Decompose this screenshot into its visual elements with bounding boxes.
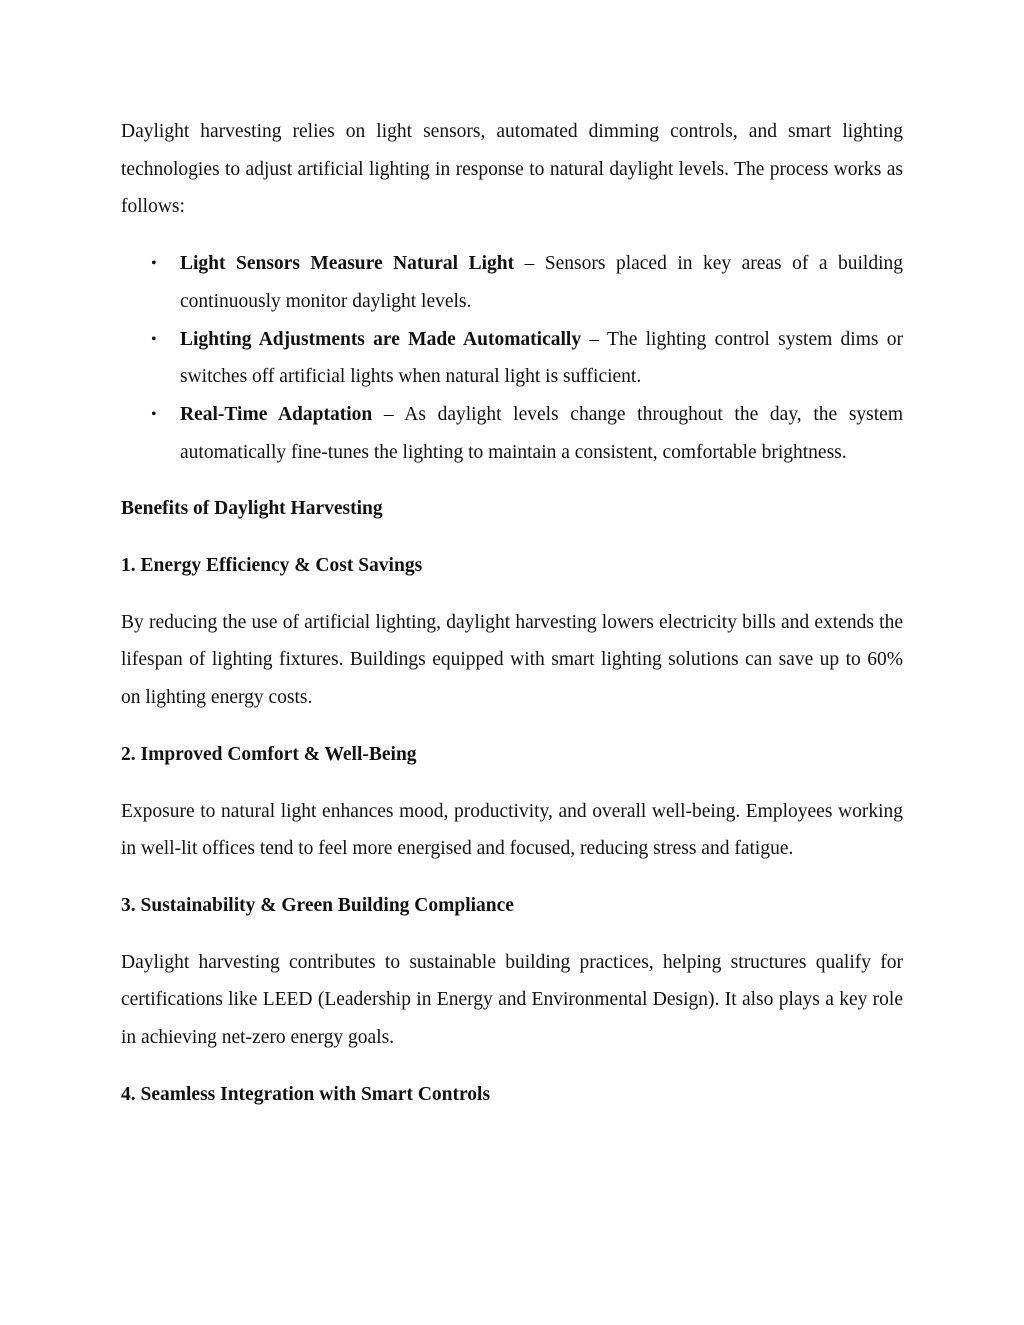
list-item [121, 245, 903, 320]
bullet-icon: • [151, 405, 157, 423]
process-steps-list [121, 245, 903, 471]
list-item [121, 396, 903, 471]
list-item [121, 321, 903, 396]
section-heading: Benefits of Daylight Harvesting [121, 498, 383, 520]
step-title: Lighting Adjustments are Made Automatically [180, 328, 582, 350]
intro-paragraph: Daylight harvesting relies on light sensors, automated dimming controls, and smart lighting technologies to adjust artificial lighting in response to natural daylight levels. The process works as follows: [121, 121, 903, 218]
step-title: Light Sensors Measure Natural Light [180, 253, 515, 275]
step-separator: – [514, 253, 545, 275]
document-page [121, 113, 903, 1113]
benefit-heading: 2. Improved Comfort & Well-Being [121, 743, 417, 765]
bullet-icon: • [151, 255, 157, 273]
benefit-paragraph: Daylight harvesting contributes to sustainable building practices, helping structures qualify for certifications like LEED (Leadership in Energy and Environmental Design). It also plays a key role in achieving net-zero energy goals. [121, 951, 903, 1049]
benefit-heading: 4. Seamless Integration with Smart Controls [121, 1083, 491, 1105]
bullet-icon: • [151, 330, 157, 348]
benefit-heading: 3. Sustainability & Green Building Compliance [121, 894, 514, 916]
benefit-heading: 1. Energy Efficiency & Cost Savings [121, 555, 423, 577]
step-title: Real-Time Adaptation [180, 403, 373, 425]
step-separator: – [372, 403, 405, 425]
step-separator: – [581, 328, 608, 350]
benefit-paragraph: By reducing the use of artificial lighting, daylight harvesting lowers electricity bills and extends the lifespan of lighting fixtures. Buildings equipped with smart lighting solutions can save up to 60% on lighting energy costs. [121, 611, 903, 709]
step-text: Sensors placed in key areas of a building continuously monitor daylight levels. [180, 253, 903, 312]
benefit-paragraph: Exposure to natural light enhances mood, productivity, and overall well-being. Employees working in well-lit offices tend to feel more energised and focused, reducing stress and fatigue. [121, 800, 903, 860]
step-text: The lighting control system dims or switches off artificial lights when natural light is sufficient. [180, 328, 903, 388]
step-text: As daylight levels change throughout the day, the system automatically fine-tunes the lighting to maintain a consistent, comfortable brightness. [180, 403, 903, 463]
